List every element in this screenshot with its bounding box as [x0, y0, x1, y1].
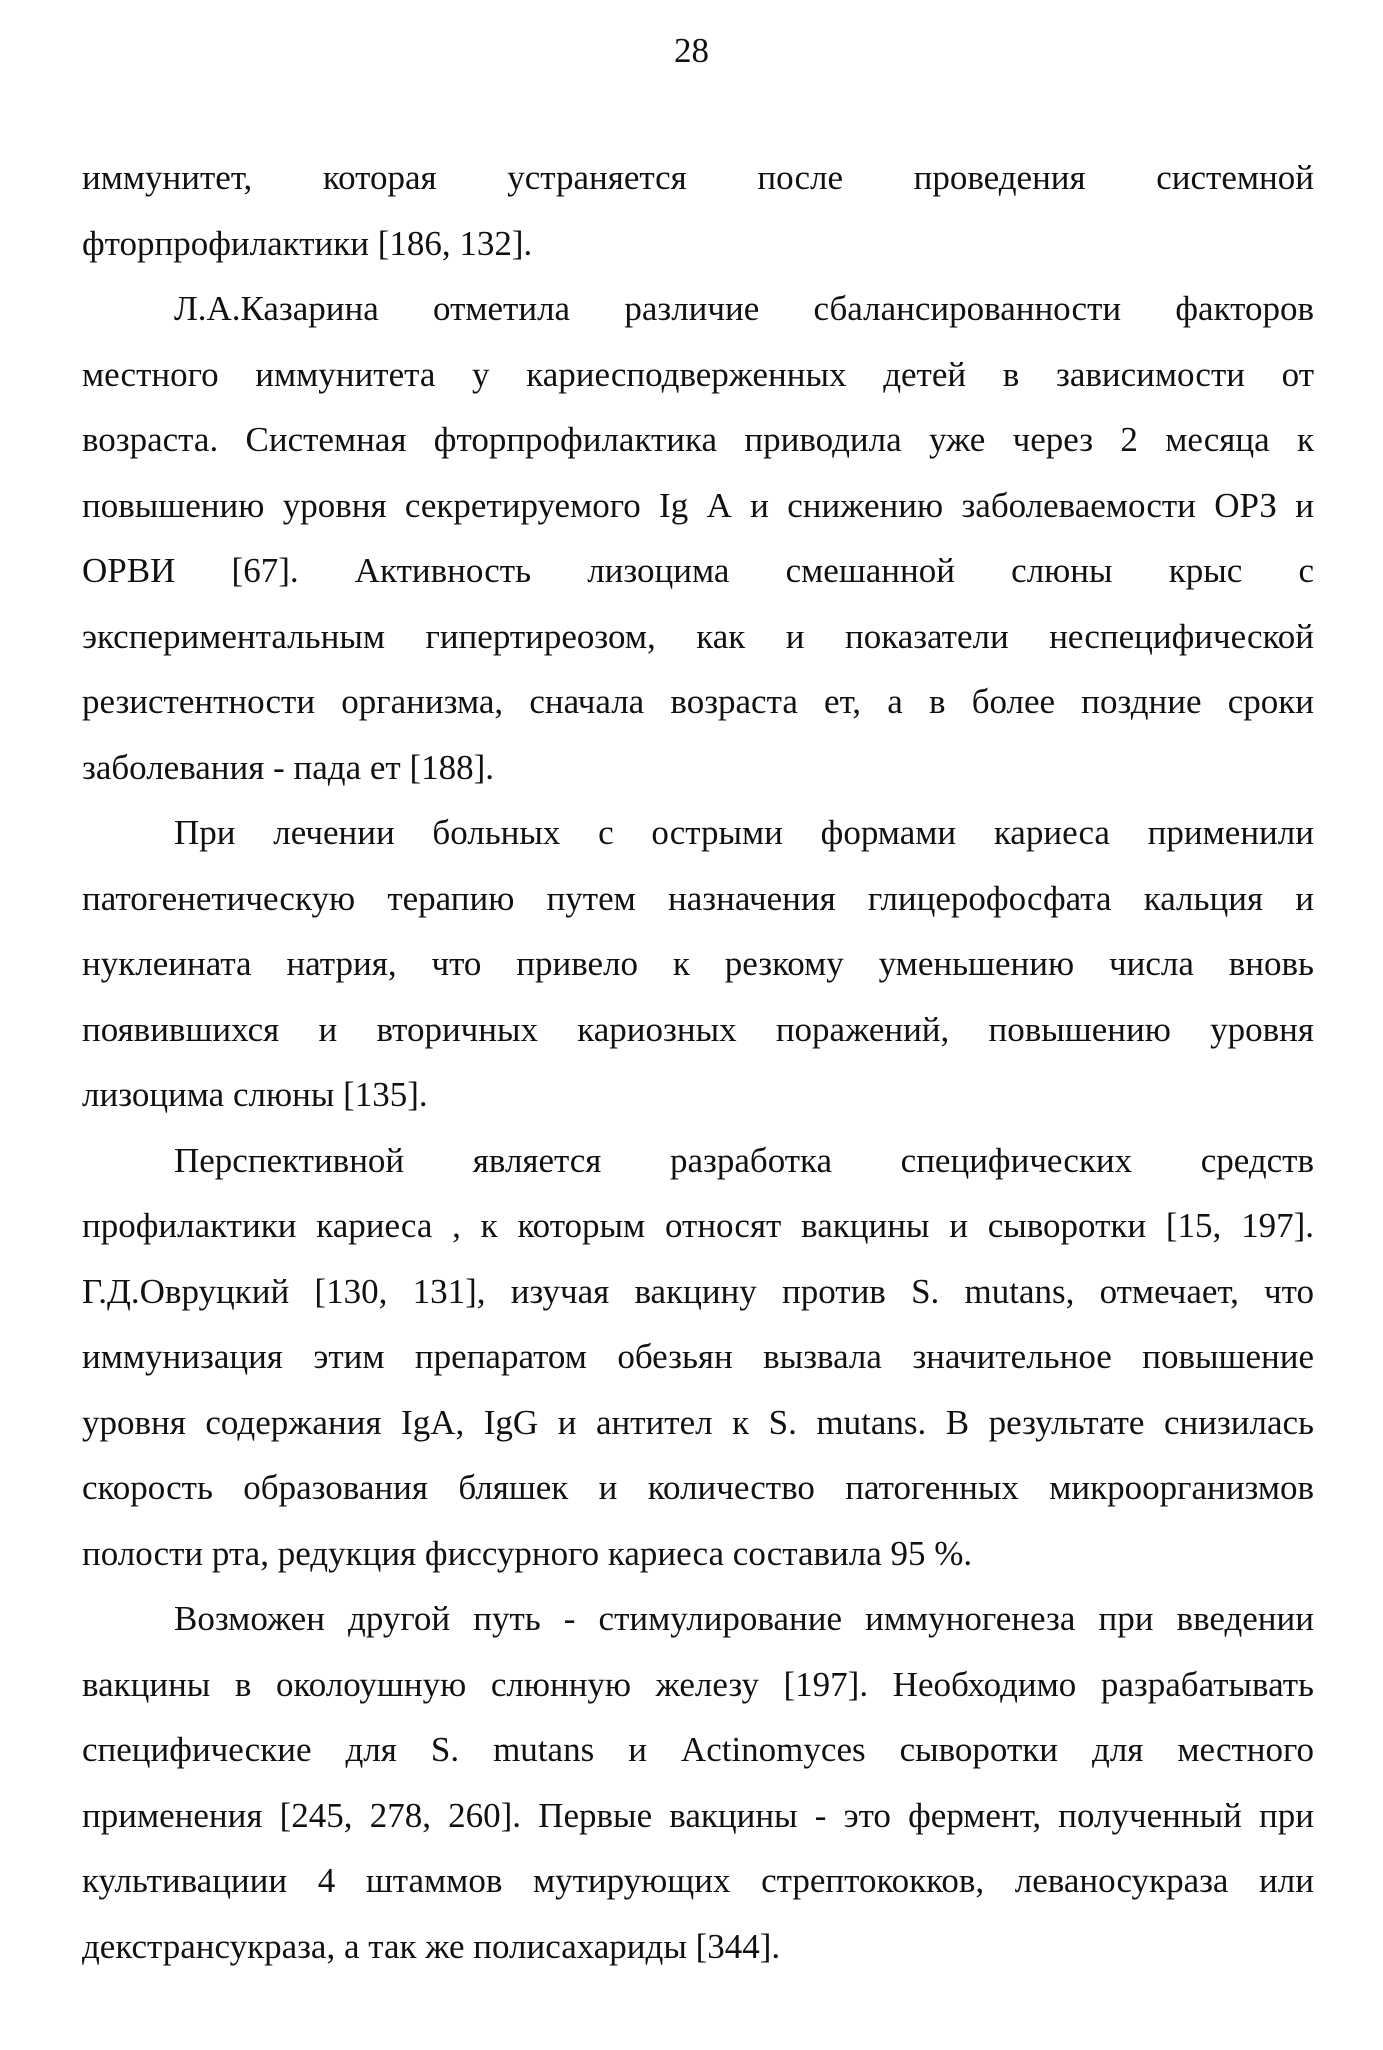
text-line: применения [245, 278, 260]. Первые вакцины - это фермент, полученный при: [82, 1795, 1314, 1835]
text-line: Перспективной является разработка специфических средств: [174, 1140, 1314, 1180]
text-line: заболевания - пада ет [188].: [82, 747, 495, 787]
text-line: вакцины в околоушную слюнную железу [197]. Необходимо разрабатывать: [82, 1664, 1314, 1704]
text-line: возраста. Системная фторпрофилактика приводила уже через 2 месяца к: [82, 420, 1314, 459]
text-line: специфические для S. mutans и Actinomyces сыворотки для местного: [82, 1730, 1314, 1769]
text-line: При лечении больных с острыми формами кариеса применили: [174, 813, 1314, 852]
text-line: резистентности организма, сначала возраста ет, а в более поздние сроки: [82, 682, 1314, 721]
text-line: Л.А.Казарина отметила различие сбалансированности факторов: [174, 289, 1314, 328]
text-line: появившихся и вторичных кариозных поражений, повышению уровня: [82, 1009, 1314, 1049]
text-line: экспериментальным гипертиреозом, как и показатели неспецифической: [82, 616, 1314, 656]
text-line: нуклеината натрия, что привело к резкому уменьшению числа вновь: [82, 944, 1314, 983]
text-line: местного иммунитета у кариесподверженных детей в зависимости от: [82, 354, 1314, 394]
text-line: декстрансукраза, а так же полисахариды [344].: [82, 1926, 781, 1966]
paragraph: [82, 276, 1314, 800]
page-number: 28: [674, 31, 709, 70]
text-line: фторпрофилактики [186, 132].: [82, 223, 533, 263]
paragraph: [82, 800, 1314, 1128]
text-line: культивациии 4 штаммов мутирующих стрептококков, леваносукраза или: [82, 1861, 1314, 1900]
text-line: скорость образования бляшек и количество патогенных микроорганизмов: [82, 1468, 1314, 1507]
text-line: повышению уровня секретируемого Ig А и снижению заболеваемости ОРЗ и: [82, 485, 1314, 525]
text-line: ОРВИ [67]. Активность лизоцима смешанной слюны крыс с: [82, 551, 1314, 590]
paragraph: [82, 145, 1314, 276]
body-text: [82, 145, 1314, 1979]
text-line: иммунизация этим препаратом обезьян вызвала значительное повышение: [82, 1337, 1314, 1376]
text-line: профилактики кариеса , к которым относят вакцины и сыворотки [15, 197].: [82, 1206, 1314, 1245]
text-line: иммунитет, которая устраняется после проведения системной: [82, 158, 1314, 197]
paragraph: [82, 1586, 1314, 1979]
paragraph: [82, 1128, 1314, 1587]
text-line: патогенетическую терапию путем назначения глицерофосфата кальция и: [82, 878, 1314, 918]
text-line: Возможен другой путь - стимулирование иммуногенеза при введении: [174, 1599, 1314, 1638]
text-line: Г.Д.Овруцкий [130, 131], изучая вакцину против S. mutans, отмечает, что: [82, 1271, 1314, 1311]
text-line: полости рта, редукция фиссурного кариеса составила 95 %.: [82, 1533, 973, 1573]
text-line: уровня содержания IgA, IgG и антител к S. mutans. В результате снизилась: [82, 1402, 1314, 1442]
text-line: лизоцима слюны [135].: [82, 1075, 428, 1114]
